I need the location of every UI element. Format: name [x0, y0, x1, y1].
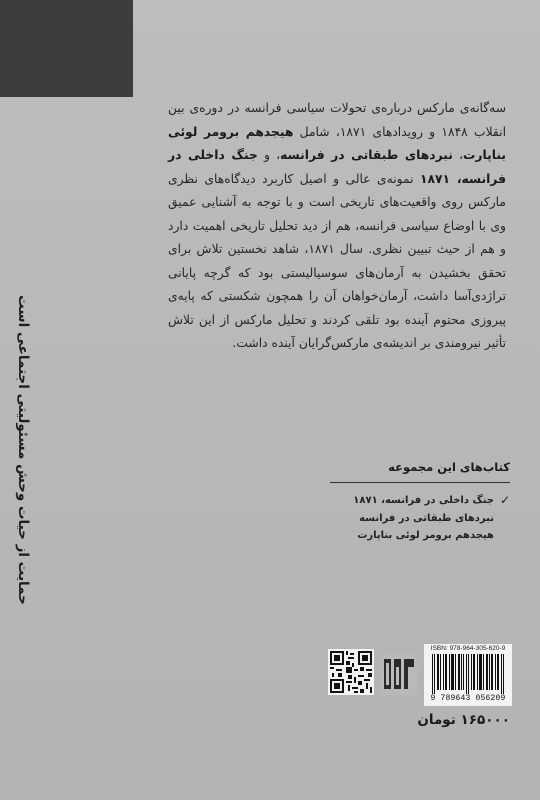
series-divider	[330, 482, 510, 483]
series-book-2	[330, 510, 510, 528]
series-book-3-title: هیجدهم برومر لوئی بناپارت	[357, 530, 494, 541]
ean-digits: 9 789643 056209	[430, 694, 506, 703]
blurb-bold-title-3: جنگ داخلی در فرانسه، ۱۸۷۱	[168, 148, 506, 186]
isbn-label: ISBN: 978-964-305-620-9	[430, 645, 506, 652]
series-list	[330, 492, 510, 545]
series-book-3	[330, 527, 510, 545]
price-label: ۱۶۵۰۰۰ تومان	[417, 712, 510, 728]
series-book-1	[330, 492, 510, 510]
blurb-text-4: نمونه‌ی عالی و اصیل کاربرد دیدگاه‌های نظری مارکس روی واقعیت‌های تاریخی است و با توجه به آشنایی عمیق وی با اوضاع سیاسی فرانسه، هم از دید تحلیل تاریخی اهمیت دارد و هم از حیث تبیین نظری. سال ۱۸۷۱، شاهد نخستین تلاش برای تحقق بخشیدن به آرمان‌های سوسیالیستی بود که گرچه پایانی تراژدی‌آسا داشت، آرمان‌خواهان آن را همچون شکستی که پایه‌ی پیروزی محتوم آینده بود تلقی کردند و تحلیل مارکس از این تلاش تأثیر نیرومندی بر اندیشه‌ی مارکس‌گرایان آینده داشت.	[168, 171, 506, 350]
blurb-paragraph	[168, 97, 506, 356]
blurb-bold-title-2: نبردهای طبقاتی در فرانسه	[280, 148, 453, 162]
publisher-logo-icon	[381, 653, 417, 695]
check-icon: ✓	[499, 493, 510, 507]
series-title: کتاب‌های این مجموعه	[388, 460, 510, 474]
blurb-bold-title-1: هیجدهم برومر لوئی بناپارت	[168, 124, 506, 162]
series-book-1-title: جنگ داخلی در فرانسه، ۱۸۷۱	[353, 495, 494, 506]
spine-text: حمایت از حیات وحش مسئولیتی اجتماعی است	[15, 295, 31, 605]
blurb-text-3: ، و	[257, 148, 281, 162]
isbn-barcode	[424, 644, 512, 706]
series-book-2-title: نبردهای طبقاتی در فرانسه	[359, 512, 494, 524]
series-box	[330, 460, 510, 545]
qr-code-icon	[328, 649, 374, 695]
blurb-text-1: سه‌گانه‌ی مارکس درباره‌ی تحولات سیاسی فرانسه در دوره‌ی بین انقلاب ۱۸۴۸ و رویدادهای ۱۸۷۱، شامل	[168, 101, 506, 139]
blurb-text-2: ،	[452, 148, 464, 162]
barcode-icon	[428, 654, 508, 694]
dark-corner-block	[0, 0, 133, 97]
